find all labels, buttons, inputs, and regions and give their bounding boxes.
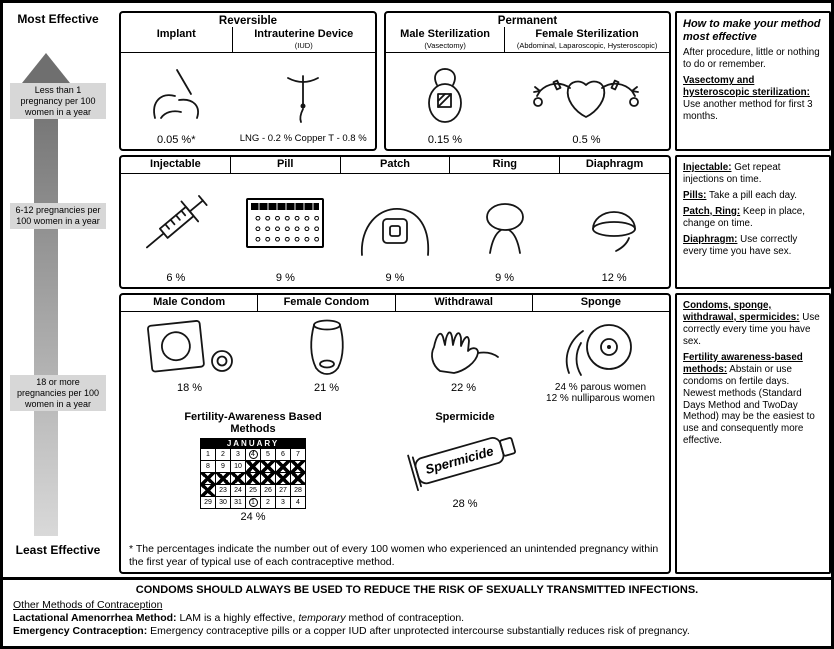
method-female-condom: Female Condom xyxy=(257,295,394,311)
tier2-frequency-label: 6-12 pregnancies per 100 women in a year xyxy=(10,203,106,229)
effectiveness-arrow-icon xyxy=(34,82,58,536)
method-diaphragm: Diaphragm xyxy=(559,157,669,173)
method-spermicide: Spermicide Spermicide 28 % xyxy=(375,411,555,523)
lam-line: Lactational Amenorrhea Method: LAM is a highly effective, temporary method of contraception. xyxy=(13,612,465,624)
calendar-day: 2 xyxy=(216,449,230,460)
sidebar-tier2-notes xyxy=(675,155,831,289)
diaphragm-icon xyxy=(569,185,659,261)
calendar-day: 3 xyxy=(231,449,245,460)
sidebar-note: Pills: Take a pill each day. xyxy=(683,189,798,201)
sidebar-note: After procedure, little or nothing to do or remember. xyxy=(683,47,820,71)
method-female-sterilization: Female Sterilization (Abdominal, Laparoscopic, Hysteroscopic) xyxy=(504,27,669,52)
implant-icon xyxy=(131,62,221,126)
method-male-sterilization: Male Sterilization (Vasectomy) xyxy=(400,28,491,50)
ring-icon xyxy=(460,185,550,261)
withdrawal-hand-icon xyxy=(414,315,514,379)
calendar-day xyxy=(291,473,305,484)
least-effective-label: Least Effective xyxy=(15,543,101,557)
sidebar-note: Condoms, sponge, withdrawal, spermicides: Use correctly every time you have sex. xyxy=(683,300,820,347)
calendar-day: 1 xyxy=(201,449,215,460)
patch-icon xyxy=(350,185,440,261)
calendar-day: 30 xyxy=(216,497,230,508)
female-condom-rate: 21 % xyxy=(313,381,340,394)
calendar-day: 1 xyxy=(246,497,260,508)
method-male-condom: Male Condom xyxy=(153,296,226,308)
patch-rate: 9 % xyxy=(385,272,405,285)
spermicide-tube-icon xyxy=(385,425,545,491)
sidebar-note: Patch, Ring: Keep in place, change on time. xyxy=(683,205,805,229)
permanent-methods-box xyxy=(384,11,671,151)
vasectomy-icon xyxy=(400,63,490,125)
method-fertility-awareness: Fertility-Awareness Based Methods JANUARY 1 2 3 4 5 6 7 8 9 10 23 24 25 26 27 28 29 30 31 1 2 3 4 24 % xyxy=(173,411,333,523)
method-iud: Intrauterine Device (IUD) xyxy=(232,27,375,52)
calendar-day: 2 xyxy=(261,497,275,508)
fab-rate: 24 % xyxy=(240,510,266,523)
pill-rate: 9 % xyxy=(275,272,295,285)
calendar-day: 28 xyxy=(291,485,305,496)
calendar-day: 26 xyxy=(261,485,275,496)
sidebar-tier1-notes xyxy=(675,11,831,151)
female-condom-icon xyxy=(282,314,372,380)
tier3-frequency-label: 18 or more pregnancies per 100 women in a year xyxy=(10,375,106,411)
iud-rate: LNG - 0.2 % Copper T - 0.8 % xyxy=(239,133,367,145)
injectable-rate: 6 % xyxy=(166,272,186,285)
reversible-header: Reversible xyxy=(218,15,278,27)
calendar-day: 24 xyxy=(231,485,245,496)
footer-section xyxy=(3,577,831,648)
calendar-day: 6 xyxy=(276,449,290,460)
method-pill: Pill xyxy=(230,157,340,173)
calendar-day: 27 xyxy=(276,485,290,496)
tier1-row xyxy=(119,11,671,151)
method-withdrawal: Withdrawal xyxy=(395,295,532,311)
method-injectable: Injectable xyxy=(150,158,201,170)
calendar-day xyxy=(291,461,305,472)
calendar-day: 9 xyxy=(216,461,230,472)
withdrawal-rate: 22 % xyxy=(450,381,477,394)
calendar-day xyxy=(201,485,215,496)
calendar-day: 8 xyxy=(201,461,215,472)
sidebar-note: Vasectomy and hysteroscopic sterilization: Use another method for first 3 months. xyxy=(683,75,813,122)
method-implant: Implant xyxy=(156,28,196,40)
permanent-header: Permanent xyxy=(497,15,558,27)
method-patch: Patch xyxy=(340,157,450,173)
syringe-icon xyxy=(134,183,218,263)
calendar-day xyxy=(231,473,245,484)
tier2-methods-box xyxy=(119,155,671,289)
emergency-contraception-line: Emergency Contraception: Emergency contraceptive pills or a copper IUD after unprotected intercourse substantially reduces risk of pregnancy. xyxy=(13,625,690,638)
calendar-day: 4 xyxy=(246,449,260,460)
condoms-sti-warning: CONDOMS SHOULD ALWAYS BE USED TO REDUCE THE RISK OF SEXUALLY TRANSMITTED INFECTIONS. xyxy=(135,584,699,596)
method-sponge: Sponge xyxy=(532,295,669,311)
sidebar-title: How to make your method most effective xyxy=(683,18,821,43)
implant-rate: 0.05 %* xyxy=(156,134,196,147)
calendar-day: 25 xyxy=(246,485,260,496)
iud-icon xyxy=(258,62,348,126)
calendar-day: 5 xyxy=(261,449,275,460)
male-condom-rate: 18 % xyxy=(176,381,203,394)
calendar-day xyxy=(276,461,290,472)
calendar-day xyxy=(261,461,275,472)
calendar-day xyxy=(246,461,260,472)
calendar-day xyxy=(261,473,275,484)
male-condom-icon xyxy=(138,315,242,379)
female-sterilization-rate: 0.5 % xyxy=(572,134,601,147)
fab-calendar-grid xyxy=(200,449,306,509)
most-effective-label: Most Effective xyxy=(17,12,99,26)
sidebar-note: Fertility awareness-based methods: Abstain or use condoms on fertile days. Newest methods (Standard Days Method and TwoDay Method) may be the easiest to use and consequently more effective. xyxy=(683,351,815,447)
fab-calendar-icon xyxy=(200,438,306,509)
sidebar-note: Injectable: Get repeat injections on time. xyxy=(683,162,781,185)
sidebar-tier3-notes xyxy=(675,293,831,574)
tier3-methods-box xyxy=(119,293,671,574)
calendar-day xyxy=(201,473,215,484)
tier1-frequency-label: Less than 1 pregnancy per 100 women in a year xyxy=(10,83,106,119)
sponge-icon xyxy=(551,315,651,379)
spermicide-rate: 28 % xyxy=(452,498,478,511)
calendar-day: 31 xyxy=(231,497,245,508)
calendar-day xyxy=(216,473,230,484)
vasectomy-rate: 0.15 % xyxy=(427,134,463,147)
pill-pack-icon xyxy=(246,198,324,248)
calendar-month-label: JANUARY xyxy=(200,438,306,449)
sidebar-note: Diaphragm: Use correctly every time you have sex. xyxy=(683,233,798,257)
method-ring: Ring xyxy=(449,157,559,173)
reversible-methods-box xyxy=(119,11,377,151)
calendar-day xyxy=(276,473,290,484)
svg-text:Spermicide: Spermicide xyxy=(423,443,496,478)
calendar-day: 7 xyxy=(291,449,305,460)
diaphragm-rate: 12 % xyxy=(601,272,627,285)
calendar-day: 23 xyxy=(216,485,230,496)
other-methods-header: Other Methods of Contraception xyxy=(13,599,163,611)
ring-rate: 9 % xyxy=(495,272,515,285)
calendar-day: 29 xyxy=(201,497,215,508)
effectiveness-arrow-head-icon xyxy=(22,53,70,83)
calendar-day xyxy=(246,473,260,484)
percentages-footnote: * The percentages indicate the number out of every 100 women who experienced an unintended pregnancy within the first year of typical use of each contraceptive method. xyxy=(129,542,659,568)
female-sterilization-icon xyxy=(525,63,647,125)
calendar-day: 10 xyxy=(231,461,245,472)
calendar-day: 3 xyxy=(276,497,290,508)
sponge-rate: 24 % parous women 12 % nulliparous women xyxy=(546,381,655,405)
calendar-day: 4 xyxy=(291,497,305,508)
